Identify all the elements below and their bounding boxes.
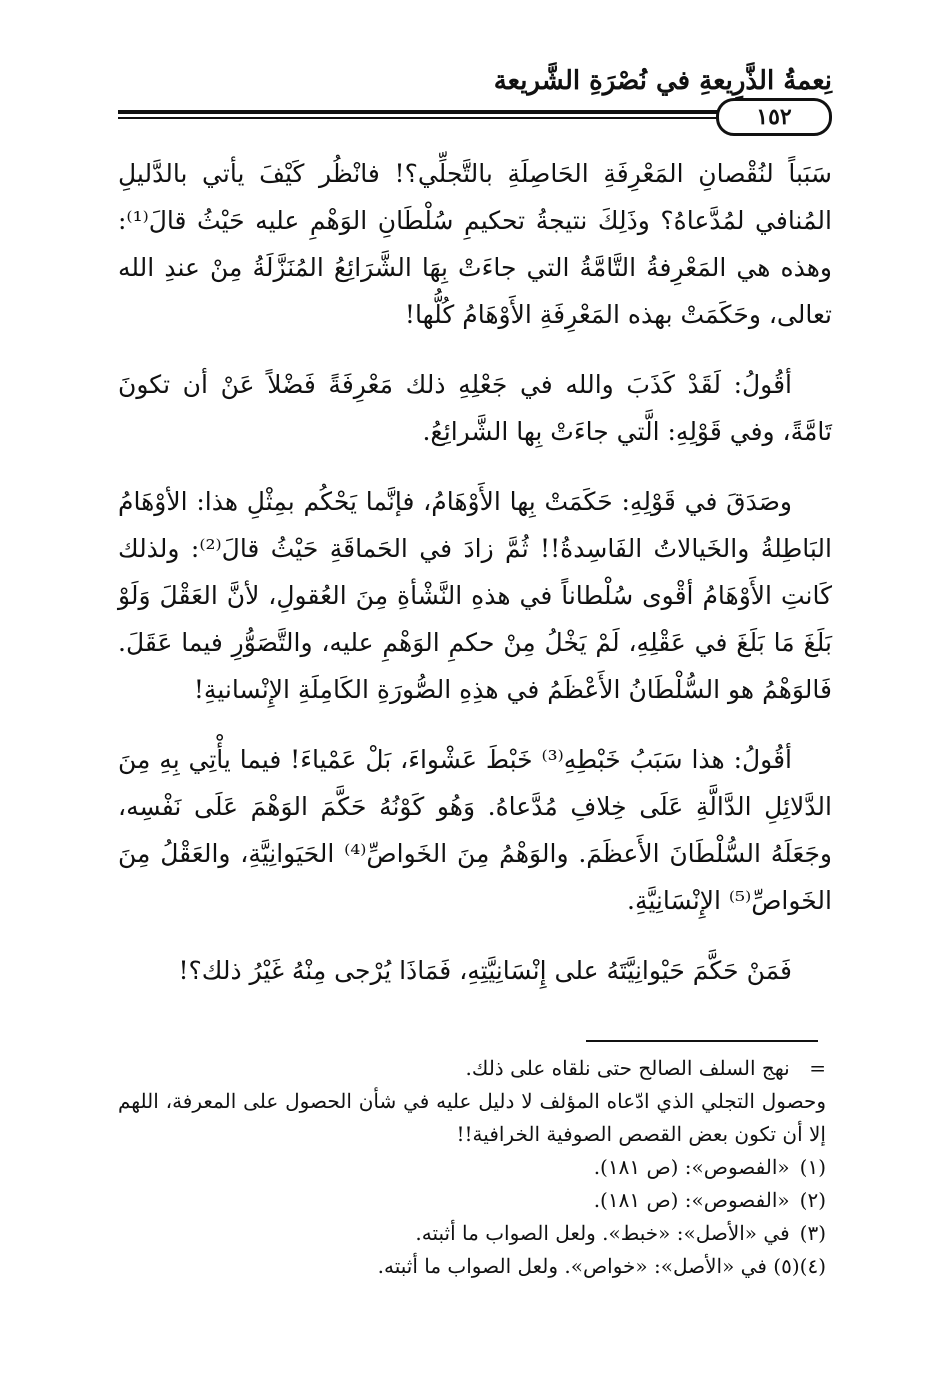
paragraph-4: أقُولُ: هذا سَبَبُ خَبْطِهِ⁽³⁾ خَبْطَ عَشْواءَ، بَلْ عَمْياءَ! فيما يأْتِي بِهِ مِنَ الدَّلائِلِ الدَّالَّةِ عَلَى خِلافِ مُدَّعاهُ. وَهُو كَوْنُهُ حَكَّمَ الوَهْمَ عَلَى نَفْسِه، وجَعَلَهُ السُّلْطَانَ الأَعظَمَ. والوَهْمُ مِنَ الخَواصِّ⁽⁴⁾ الحَيَوانِيَّةِ، والعَقْلُ مِنَ الخَواصِّ⁽⁵⁾ الإِنْسَانِيَّةِ. bbox=[118, 745, 832, 915]
header-rule-thin bbox=[118, 117, 808, 119]
footnote-continuation-text: وحصول التجلي الذي ادّعاه المؤلف لا دليل عليه في شأن الحصول على المعرفة، اللهم إلا أن تكون بعض القصص الصوفية الخرافية!! bbox=[118, 1089, 826, 1146]
continuation-marker: = bbox=[809, 1056, 826, 1080]
continuation-line: نهج السلف الصالح حتى نلقاه على ذلك. bbox=[465, 1056, 790, 1080]
paragraph-2: أقُولُ: لَقَدْ كَذَبَ والله في جَعْلِهِ ذلك مَعْرِفَةً فَضْلاً عَنْ أن تكونَ تَامَّةً، وفي قَوْلِهِ: الَّتي جاءَتْ بِها الشَّرائِعُ. bbox=[118, 370, 832, 446]
footnote-number: (١) bbox=[799, 1155, 826, 1179]
paragraph-5: فَمَنْ حَكَّمَ حَيْوانِيَّتَهُ على إِنْسَانِيَّتِهِ، فَمَاذَا يُرْجى مِنْهُ غَيْرُ ذلك؟! bbox=[178, 956, 792, 985]
footnote-text: «الفصوص»: (ص ١٨١). bbox=[593, 1188, 790, 1212]
header-rule-thick bbox=[118, 110, 808, 114]
footnote-4-5 bbox=[118, 1250, 826, 1283]
footnote-number: (٤)(٥) bbox=[773, 1254, 826, 1278]
footnote-text: في «الأصل»: «خبط». ولعل الصواب ما أثبته. bbox=[415, 1221, 790, 1245]
main-text bbox=[118, 150, 832, 1017]
footnote-number: (٢) bbox=[799, 1188, 826, 1212]
paragraph-3: وصَدَقَ في قَوْلِهِ: حَكَمَتْ بِها الأَوْهَامُ، فإنَّما يَحْكُم بمِثْلِ هذا: الأوْهَامُ البَاطِلةُ والخَيالاتُ الفَاسِدةُ!! ثُمَّ زادَ في الحَماقَةِ حَيْثُ قالَ⁽²⁾: ولذلك كَانتِ الأَوْهَامُ أقْوى سُلْطاناً في هذهِ النَّشْأةِ مِنَ العُقولِ، لأنَّ العَقْلَ وَلَوْ بَلَغَ مَا بَلَغَ في عَقْلِهِ، لَمْ يَخْلُ مِنْ حكمِ الوَهْمِ عليه، والتَّصَوُّرِ فيما عَقَلَ. فَالوَهْمُ هو السُّلْطَانُ الأَعْظَمُ في هذِهِ الصُّورَةِ الكَامِلَةِ الإِنْسانيةِ! bbox=[118, 487, 832, 704]
footnote-3 bbox=[118, 1217, 826, 1250]
page-number: ١٥٢ bbox=[716, 98, 832, 136]
footnote-separator bbox=[586, 1040, 818, 1042]
footnotes bbox=[118, 1052, 826, 1283]
footnote-text: «الفصوص»: (ص ١٨١). bbox=[593, 1155, 790, 1179]
running-title: نِعمةُ الذَّرِيعةِ في نُصْرَةِ الشَّريعة bbox=[493, 66, 832, 96]
footnote-2 bbox=[118, 1184, 826, 1217]
footnote-continuation bbox=[118, 1052, 826, 1085]
page-header bbox=[118, 60, 832, 130]
footnote-text: في «الأصل»: «خواص». ولعل الصواب ما أثبته. bbox=[377, 1254, 767, 1278]
paragraph-1: سَبَباً لنُقْصانِ المَعْرِفَةِ الحَاصِلَةِ بالتَّجلِّي؟! فانْظُر كَيْفَ يأتي بالدَّليلِ المُنافي لمُدَّعاهُ؟ وذَلِكَ نتيجةُ تحكيمِ سُلْطَانِ الوَهْمِ عليه حَيْثُ قالَ⁽¹⁾: وهذه هي المَعْرِفةُ التَّامَّةُ التي جاءَتْ بِهَا الشَّرَائِعُ المُنَزَّلَةُ مِنْ عندِ الله تعالى، وحَكَمَتْ بهذه المَعْرِفَةِ الأَوْهَامُ كُلُّها! bbox=[118, 159, 832, 329]
footnote-1 bbox=[118, 1151, 826, 1184]
footnote-number: (٣) bbox=[799, 1221, 826, 1245]
